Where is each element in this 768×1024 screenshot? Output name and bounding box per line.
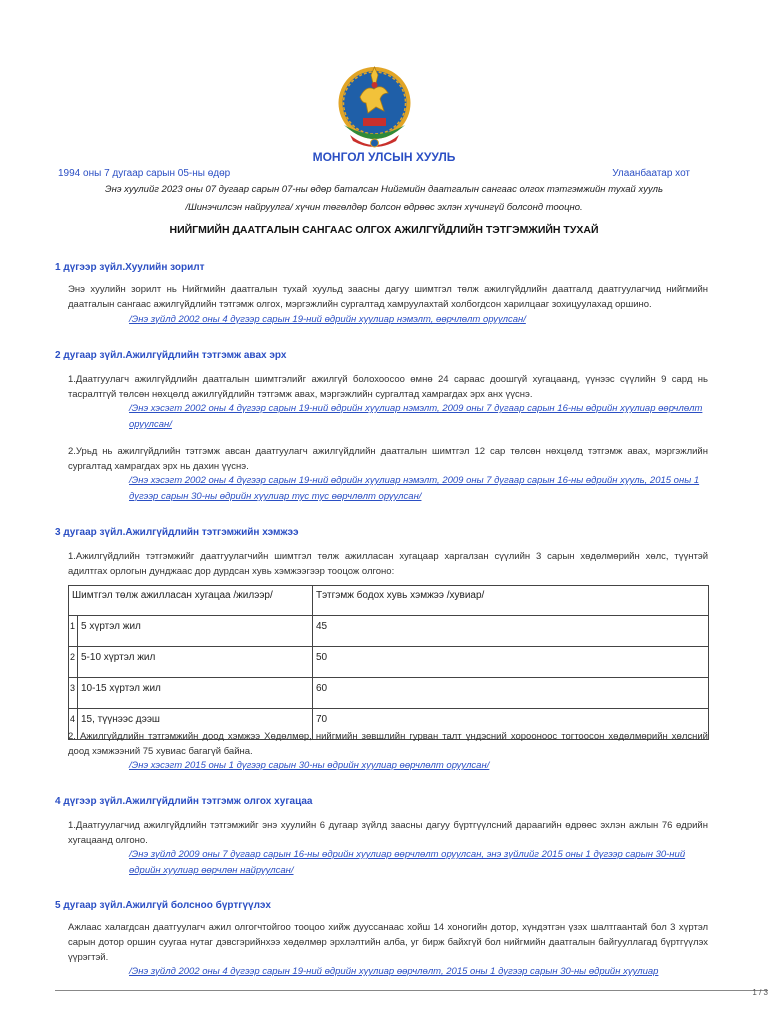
repeal-note: Энэ хуулийг 2023 оны 07 дугаар сарын 07-ны өдөр баталсан Нийгмийн даатгалын сангаас олгох тэтгэмжийн тухай хууль xyxy=(105,184,663,195)
article-4-text: 1.Даатгуулагчид ажилгүйдлийн тэтгэмжийг энэ хуулийн 6 дугаар зүйлд заасны дагуу бүртгүүлсний дараагийн өдрөөс эхлэн ажлын 76 өдрийн хугацаанд олгоно. xyxy=(68,820,708,846)
row-number: 2 xyxy=(69,647,78,678)
benefit-rate-table xyxy=(68,585,709,740)
article-2-heading: 2 дугаар зүйл.Ажилгүйдлийн тэтгэмж авах эрх xyxy=(55,350,287,361)
row-rate: 70 xyxy=(313,709,709,740)
row-period: 10-15 хүртэл жил xyxy=(78,678,313,709)
row-number: 4 xyxy=(69,709,78,740)
page-number: 1 / 3 xyxy=(752,988,768,997)
article-1-heading: 1 дүгээр зүйл.Хуулийн зорилт xyxy=(55,262,205,273)
adoption-city: Улаанбаатар хот xyxy=(612,168,690,179)
row-period: 15, түүнээс дээш xyxy=(78,709,313,740)
table-row xyxy=(69,647,709,678)
table-row xyxy=(69,678,709,709)
row-rate: 60 xyxy=(313,678,709,709)
article-1-amendment-link[interactable]: /Энэ зүйлд 2002 оны 4 дүгээр сарын 19-ний өдрийн хуулиар нэмэлт, өөрчлөлт оруулсан/ xyxy=(129,314,526,325)
article-3-amendment-link[interactable]: /Энэ хэсэгт 2015 оны 1 дүгээр сарын 30-ны өдрийн хуулиар өөрчлөлт оруулсан/ xyxy=(129,760,490,771)
article-5-text: Ажлаас халагдсан даатгуулагч ажил олгогчтойгоо тооцоо хийж дууссанаас хойш 14 хоногийн дотор, хүндэтгэн үзэх шалтгаантай бол 3 хүртэл сарын дотор оршин суугаа нутаг дэвсгэрийнхээ хөдөлмөр эрхлэлтийн алба, уг бирж байхгүй бол нийгмийн даатгалын байгууллагад бүртгүүлэх үүрэгтэй. xyxy=(68,922,708,963)
state-emblem-icon xyxy=(336,63,413,150)
table-header-row xyxy=(69,586,709,616)
row-number: 1 xyxy=(69,616,78,647)
article-3-clause-1: 1.Ажилгүйдлийн тэтгэмжийг даатгуулагчийн шимтгэл төлж ажилласан хугацаар харгалзан сүүлийн 3 сарын хөдөлмөрийн хөлс, түүнтэй адилтгах орлогын дунджаас дор дурдсан хувь хэмжээгээр тооцож олгоно: xyxy=(68,551,708,577)
table-header-period: Шимтгэл төлж ажилласан хугацаа /жилээр/ xyxy=(69,586,313,616)
table-header-rate: Тэтгэмж бодох хувь хэмжээ /хувиар/ xyxy=(313,586,709,616)
footer-divider xyxy=(55,990,768,991)
table-row xyxy=(69,616,709,647)
document-title: НИЙГМИЙН ДААТГАЛЫН САНГААС ОЛГОХ АЖИЛГҮЙДЛИЙН ТЭТГЭМЖИЙН ТУХАЙ xyxy=(169,224,599,236)
row-number: 3 xyxy=(69,678,78,709)
repeal-note-continued: /Шинэчилсэн найруулга/ хүчин төгөлдөр болсон өдрөөс эхлэн хүчингүй болсонд тооцно. xyxy=(185,202,583,213)
article-4-heading: 4 дүгээр зүйл.Ажилгүйдлийн тэтгэмж олгох хугацаа xyxy=(55,796,313,807)
article-2-clause-2-amendment-link[interactable]: /Энэ хэсэгт 2002 оны 4 дүгээр сарын 19-ний өдрийн хуулиар нэмэлт, 2009 оны 7 дугаар сарын 16-ны өдрийн хууль, 2015 оны 1 дүгээр сарын 30-ны өдрийн хуулиар тус тус өөрчлөлт оруулсан/ xyxy=(129,475,700,502)
row-period: 5-10 хүртэл жил xyxy=(78,647,313,678)
law-title: МОНГОЛ УЛСЫН ХУУЛЬ xyxy=(312,150,456,164)
adoption-date: 1994 оны 7 дугаар сарын 05-ны өдөр xyxy=(58,168,231,179)
row-period: 5 хүртэл жил xyxy=(78,616,313,647)
row-rate: 50 xyxy=(313,647,709,678)
article-5-amendment-link[interactable]: /Энэ зүйлд 2002 оны 4 дүгээр сарын 19-ний өдрийн хуулиар өөрчлөлт, 2015 оны 1 дүгээр сарын 30-ны өдрийн хуулиар xyxy=(129,966,659,977)
article-2-clause-1-amendment-link[interactable]: /Энэ хэсэгт 2002 оны 4 дүгээр сарын 19-ний өдрийн хуулиар нэмэлт, 2009 оны 7 дугаар сарын 16-ны өдрийн хуулиар өөрчлөлт оруулсан/ xyxy=(129,403,703,430)
row-rate: 45 xyxy=(313,616,709,647)
article-3-clause-2: 2. Ажилгүйдлийн тэтгэмжийн доод хэмжээ Хөдөлмөр, нийгмийн зөвшлийн гурван талт үндэсний хорооноос тогтоосон хөдөлмөрийн хөлсний доод хэмжээний 75 хувиас багагүй байна. xyxy=(68,731,708,757)
article-4-amendment-link[interactable]: /Энэ зүйлд 2009 оны 7 дугаар сарын 16-ны өдрийн хуулиар өөрчлөлт оруулсан, энэ зүйлийг 2015 оны 1 дүгээр сарын 30-ний өдрийн хуулиар өөрчлөн найруулсан/ xyxy=(129,849,686,876)
article-5-heading: 5 дугаар зүйл.Ажилгүй болсноо бүртгүүлэх xyxy=(55,900,271,911)
article-1-text: Энэ хуулийн зорилт нь Нийгмийн даатгалын тухай хуульд заасны дагуу шимтгэл төлж ажилгүйдлийн даатгалд даатгуулагчид нийгмийн даатгалын сангаас ажилгүйдлийн тэтгэмж олгох, мэргэжлийн сургалтад хамруулахтай холбогдсон харилцааг зохицуулахад оршино. xyxy=(68,284,708,310)
article-2-clause-1: 1.Даатгуулагч ажилгүйдлийн даатгалын шимтгэлийг ажилгүй болохоосоо өмнө 24 сараас доошгүй хугацаанд, үүнээс сүүлийн 9 сард нь тасралтгүй төлсөн нөхцөлд ажилгүйдлийн тэтгэмж авах, мэргэжлийн сургалтад хамрагдах эрх анх үүснэ. xyxy=(68,374,708,400)
article-2-clause-2: 2.Урьд нь ажилгүйдлийн тэтгэмж авсан даатгуулагч ажилгүйдлийн даатгалын шимтгэл 12 сар төлсөн нөхцөлд тэтгэмж авах, мэргэжлийн сургалтад хамрагдах эрх нь дахин үүснэ. xyxy=(68,446,708,472)
article-3-heading: 3 дугаар зүйл.Ажилгүйдлийн тэтгэмжийн хэмжээ xyxy=(55,527,299,538)
